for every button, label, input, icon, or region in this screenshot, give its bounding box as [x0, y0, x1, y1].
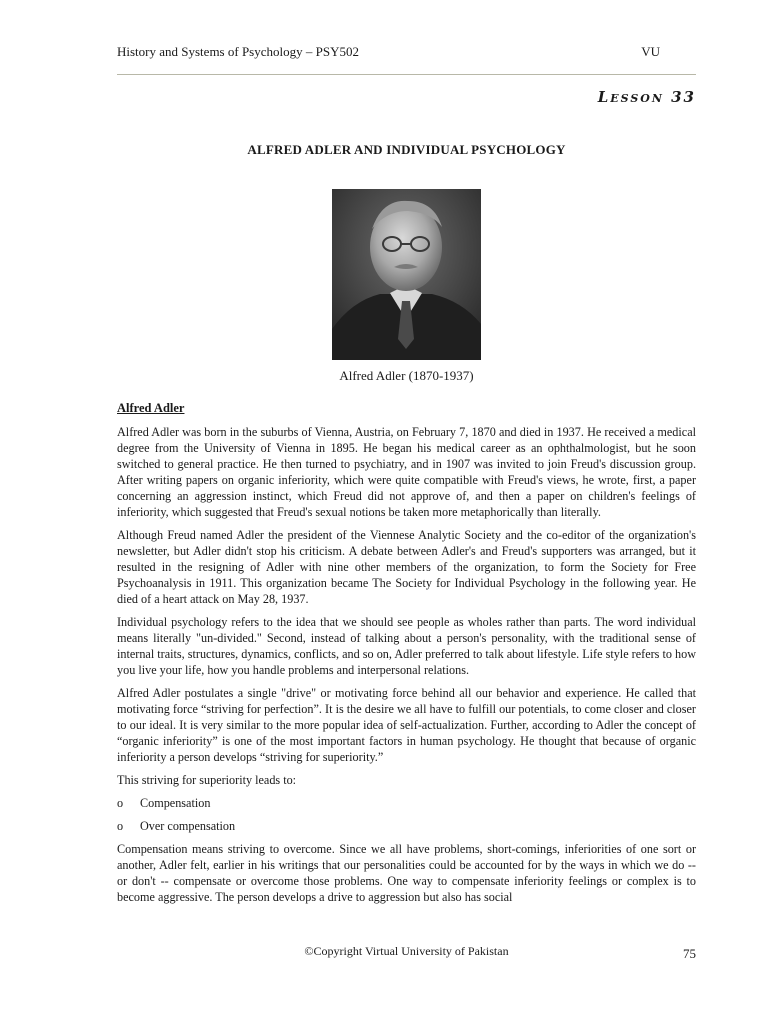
- page-header: [117, 44, 696, 66]
- lesson-number: Lesson 33: [597, 88, 696, 106]
- page-footer: [117, 944, 696, 964]
- institution-label: VU: [641, 44, 660, 59]
- portrait-image: [332, 189, 481, 360]
- list-item-label: Compensation: [140, 796, 211, 810]
- list-item-label: Over compensation: [140, 819, 236, 833]
- course-title: History and Systems of Psychology – PSY502: [117, 44, 359, 59]
- list-bullet: o: [117, 796, 124, 810]
- page-number: 75: [683, 946, 696, 961]
- document-body: [117, 400, 696, 912]
- copyright-notice: ©Copyright Virtual University of Pakistan: [304, 944, 509, 958]
- section-heading: Alfred Adler: [117, 401, 185, 415]
- photo-caption: Alfred Adler (1870-1937): [339, 368, 474, 383]
- paragraph: Alfred Adler was born in the suburbs of Vienna, Austria, on February 7, 1870 and died in 1937. He received a medical degree from the University of Vienna in 1895. He began his medical career as an ophthalmologist, but he soon switched to general practice. He then turned to psychiatry, and in 1907 was invited to join Freud's discussion group. After writing papers on organic inferiority, which were quite compatible with Freud's views, he wrote, first, a paper concerning an aggression instinct, which Freud did not approve of, and then a paper on children's feelings of inferiority, which suggested that Freud's sexual notions be taken more metaphorically than literally.: [117, 425, 696, 519]
- list-bullet: o: [117, 819, 124, 833]
- paragraph: This striving for superiority leads to:: [117, 773, 297, 787]
- paragraph: Compensation means striving to overcome. Since we all have problems, short-comings, inferiorities of one sort or another, Adler felt, earlier in his writings that our personalities could be accounted for by the ways in which we do -- or don't -- compensate or overcome those problems. One way to compensate inferiority feelings or complex is to become aggressive. The person develops a drive to aggression but also has social: [117, 842, 696, 904]
- portrait-photo: [332, 189, 481, 360]
- paragraph: Alfred Adler postulates a single "drive" or motivating force behind all our behavior and experience. He called that motivating force “striving for perfection”. It is the desire we all have to fulfill our potentials, to come closer and closer to our ideal. It is very similar to the more popular idea of self-actualization. Further, according to Adler the concept of “organic inferiority” is one of the most important factors in human psychology. He thought that because of organic inferiority a person develops “striving for superiority.”: [117, 686, 696, 764]
- list-item: [117, 795, 696, 811]
- paragraph: Individual psychology refers to the idea that we should see people as wholes rather than parts. The word individual means literally "un-divided." Second, instead of talking about a person's personality, with the traditional sense of internal traits, structures, dynamics, conflicts, and so on, Adler preferred to talk about lifestyle. Life style refers to how you live your life, how you handle problems and interpersonal relations.: [117, 615, 696, 677]
- header-divider: [117, 74, 696, 75]
- list-item: [117, 818, 696, 834]
- bullet-list: [117, 795, 696, 834]
- paragraph: Although Freud named Adler the president of the Viennese Analytic Society and the co-editor of the organization's newsletter, but Adler didn't stop his criticism. A debate between Adler's and Freud's supporters was arranged, but it resulted in the resigning of Adler with nine other members of the organization, to form the Society for Free Psychoanalysis in 1911. This organization became The Society for Individual Psychology in the following year. He died of a heart attack on May 28, 1937.: [117, 528, 696, 606]
- page-title: ALFRED ADLER AND INDIVIDUAL PSYCHOLOGY: [247, 142, 566, 157]
